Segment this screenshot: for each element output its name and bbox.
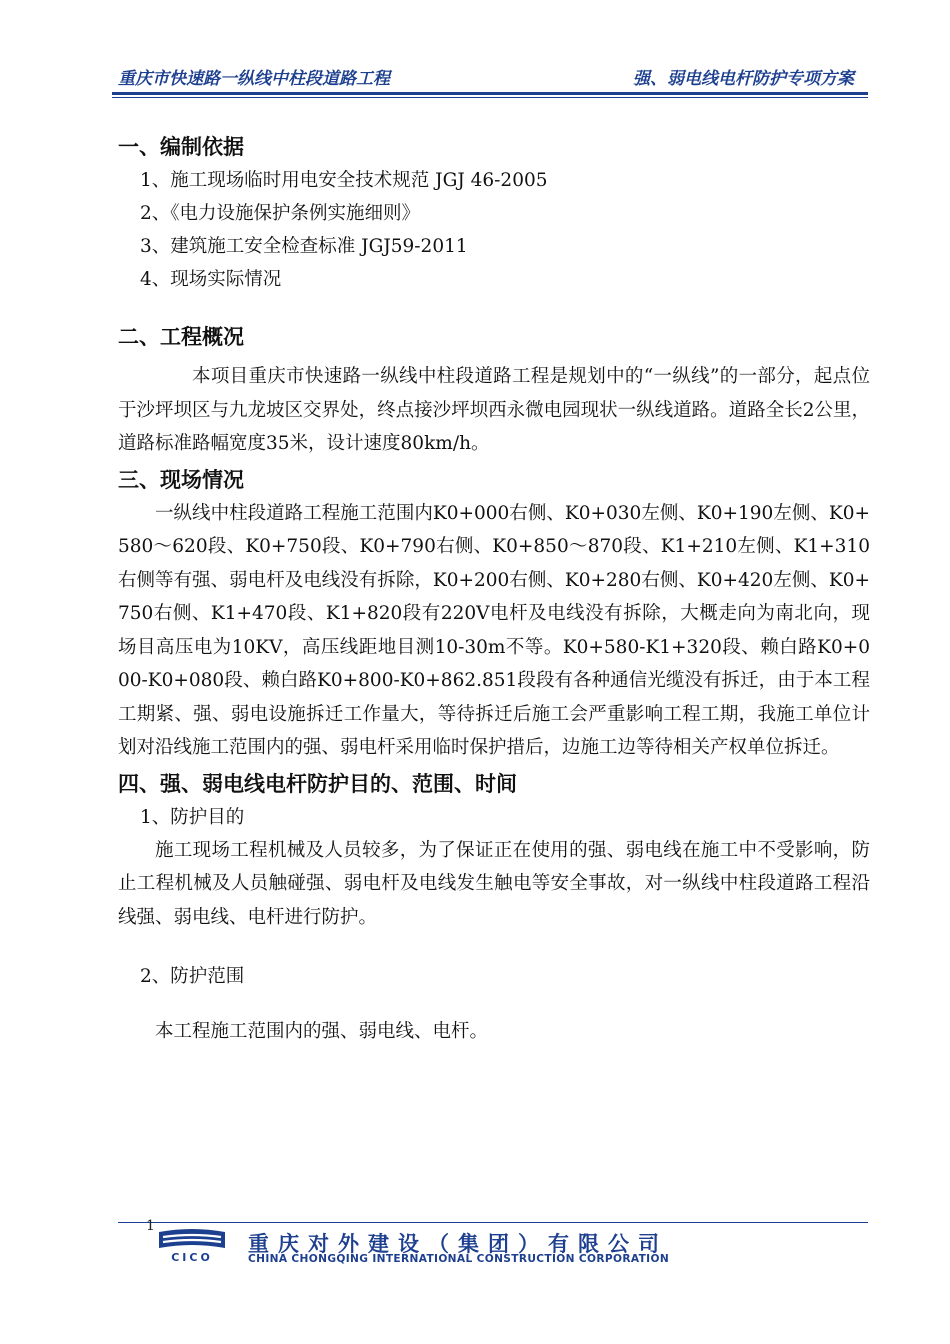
footer-rule bbox=[118, 1222, 868, 1223]
sub-title-scope: 2、防护范围 bbox=[140, 966, 245, 987]
section-1-title: 一、编制依据 bbox=[118, 135, 244, 159]
document-body bbox=[118, 130, 870, 1049]
header-rule-thin bbox=[112, 97, 868, 98]
purpose-paragraph: 施工现场工程机械及人员较多，为了保证正在使用的强、弱电线在施工中不受影响，防止工程机械及人员触碰强、弱电杆及电线发生触电等安全事故，对一纵线中柱段道路工程沿线强、弱电线、电杆进行防护。 bbox=[118, 839, 870, 928]
basis-item-2: 2、《电力设施保护条例实施细则》 bbox=[140, 203, 421, 224]
site-paragraph: 一纵线中柱段道路工程施工范围内K0+000右侧、K0+030左侧、K0+190左侧、K0+580～620段、K0+750段、K0+790右侧、K0+850～870段、K1+210左侧、K1+310右侧等有强、弱电杆及电线没有拆除，K0+200右侧、K0+280右侧、K0+420左侧、K0+750右侧、K1+470段、K1+820段有220V电杆及电线没有拆除，大概走向为南北向，现场目高压电为10KV，高压线距地目测10-30m不等。K0+580-K1+320段、赖白路K0+000-K0+080段、赖白路K0+800-K0+862.851段段有各种通信光缆没有拆迁，由于本工程工期紧、强、弱电设施拆迁工作量大，等待拆迁后施工会严重影响工程工期，我施工单位计划对沿线施工范围内的强、弱电杆采用临时保护措后，边施工边等待相关产权单位拆迁。 bbox=[118, 502, 870, 758]
company-logo-icon bbox=[153, 1228, 231, 1264]
company-name-cn: 重庆对外建设（集团）有限公司 bbox=[248, 1232, 668, 1256]
header-left-title: 重庆市快速路一纵线中柱段道路工程 bbox=[118, 69, 390, 89]
header-rule bbox=[112, 92, 868, 95]
sub-title-purpose: 1、防护目的 bbox=[140, 806, 245, 828]
overview-paragraph: 本项目重庆市快速路一纵线中柱段道路工程是规划中的“一纵线”的一部分，起点位于沙坪坝区与九龙坡区交界处，终点接沙坪坝西永微电园现状一纵线道路。道路全长2公里，道路标准路幅宽度35米，设计速度80km/h。 bbox=[118, 366, 870, 454]
section-2-title: 二、工程概况 bbox=[118, 325, 244, 349]
scope-paragraph: 本工程施工范围内的强、弱电线、电杆。 bbox=[155, 1021, 489, 1042]
basis-item-3: 3、建筑施工安全检查标准 JGJ59-2011 bbox=[140, 236, 468, 257]
header-right-title: 强、弱电线电杆防护专项方案 bbox=[633, 69, 854, 89]
section-3-title: 三、现场情况 bbox=[118, 467, 244, 492]
section-4-title: 四、强、弱电线电杆防护目的、范围、时间 bbox=[118, 771, 517, 796]
page-number: 1 bbox=[146, 1218, 155, 1234]
basis-item-4: 4、现场实际情况 bbox=[140, 269, 282, 290]
logo-text: CICO bbox=[171, 1251, 213, 1264]
company-name-en: CHINA CHONGQING INTERNATIONAL CONSTRUCTION CORPORATION bbox=[248, 1253, 670, 1265]
basis-item-1: 1、施工现场临时用电安全技术规范 JGJ 46-2005 bbox=[140, 170, 548, 191]
